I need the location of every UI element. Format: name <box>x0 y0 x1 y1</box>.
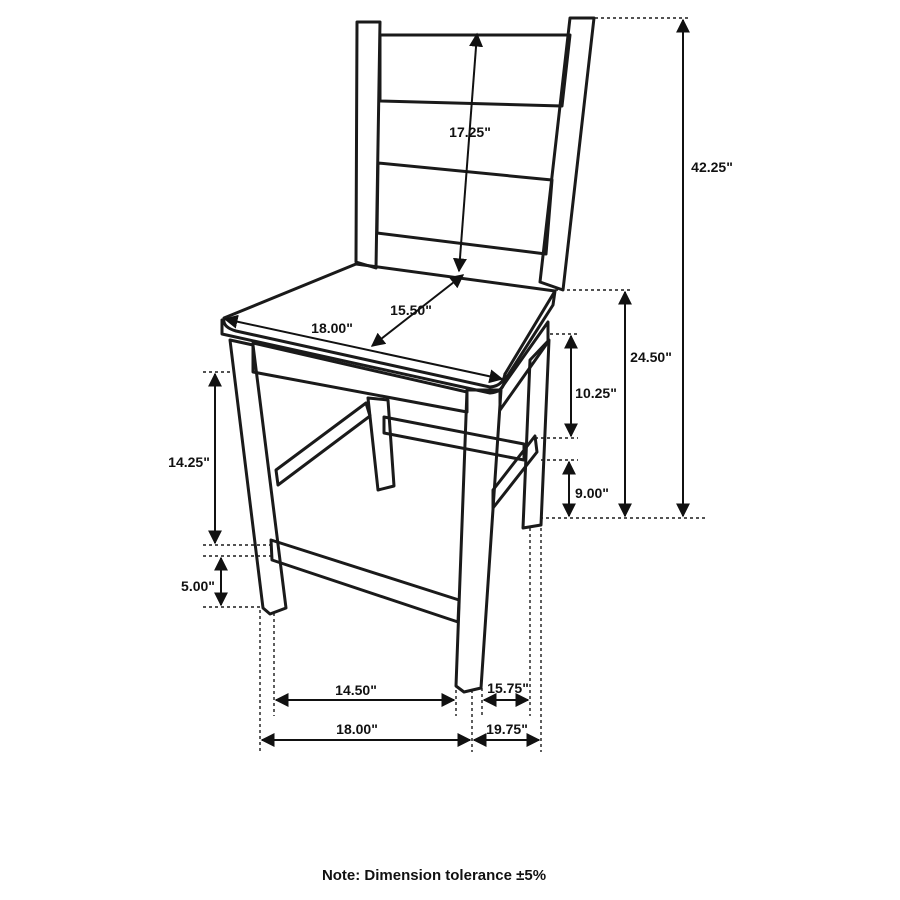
front-apron <box>253 343 467 412</box>
back-stretcher <box>384 417 524 460</box>
label-seat-width: 18.00" <box>311 320 353 336</box>
side-apron <box>500 322 548 410</box>
label-total-height: 42.25" <box>691 159 733 175</box>
side-stretcher-right <box>493 436 537 508</box>
label-seat-depth: 15.50" <box>390 302 432 318</box>
seat-width-arrow <box>225 319 502 379</box>
chair-illustration <box>222 18 594 692</box>
label-seat-height: 24.50" <box>630 349 672 365</box>
tolerance-note: Note: Dimension tolerance ±5% <box>321 867 547 884</box>
label-front-rail: 5.00" <box>181 578 215 594</box>
label-outer-width: 18.00" <box>336 721 378 737</box>
side-stretcher-left <box>276 403 370 485</box>
label-inner-depth: 15.75" <box>487 680 529 696</box>
label-side-rail: 9.00" <box>575 485 609 501</box>
label-back-height: 17.25" <box>449 124 491 140</box>
front-stretcher <box>271 540 459 622</box>
seat-top <box>224 264 555 387</box>
leg-back-right <box>523 340 549 528</box>
label-inner-width: 14.50" <box>335 682 377 698</box>
label-outer-depth: 19.75" <box>486 721 528 737</box>
label-apron-rail: 10.25" <box>575 385 617 401</box>
back-height-arrow <box>459 34 477 271</box>
leg-back-left <box>368 398 394 490</box>
label-front-leg: 14.25" <box>168 454 210 470</box>
